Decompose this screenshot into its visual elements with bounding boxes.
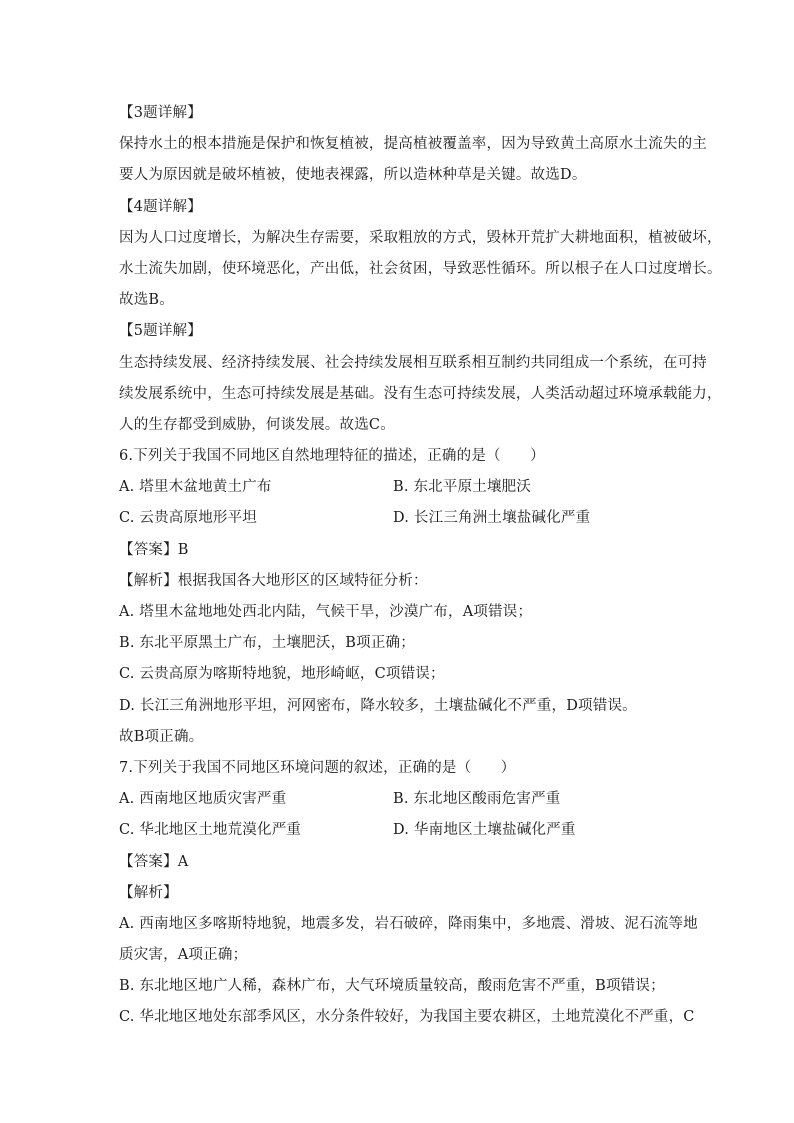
option-right: D. 长江三角洲土壤盐碱化严重 <box>393 510 591 527</box>
text-line: 【4题详解】 <box>119 198 202 215</box>
text-line: 质灾害，A项正确； <box>119 947 248 964</box>
text-line: 【3题详解】 <box>119 105 202 121</box>
option-row <box>119 815 679 846</box>
option-right: B. 东北平原土壤肥沃 <box>393 479 532 496</box>
option-right: D. 华南地区土壤盐碱化严重 <box>393 822 576 839</box>
text-line: 因为人口过度增长，为解决生存需要，采取粗放的方式，毁林开荒扩大耕地面积，植被破坏， <box>119 229 722 246</box>
text-line: A. 塔里木盆地地处西北内陆，气候干旱，沙漠广布，A项错误； <box>119 604 533 620</box>
option-left: C. 云贵高原地形平坦 <box>119 510 257 527</box>
text-line: 续发展系统中，生态可持续发展是基础。没有生态可持续发展，人类活动超过环境承载能力， <box>119 385 722 402</box>
option-row <box>119 503 679 534</box>
text-line: 【答案】A <box>119 853 189 870</box>
text-line: 人的生存都受到威胁，何谈发展。故选C。 <box>119 416 395 433</box>
text-line: 故选B。 <box>119 292 174 309</box>
text-line: B. 东北平原黑土广布，土壤肥沃，B项正确； <box>119 635 415 652</box>
text-line: 6.下列关于我国不同地区自然地理特征的描述，正确的是（ ） <box>119 448 545 465</box>
text-line: 【答案】B <box>119 541 189 558</box>
text-line: B. 东北地区地广人稀，森林广布，大气环境质量较高，酸雨危害不严重，B项错误； <box>119 978 665 995</box>
text-line: 故B项正确。 <box>119 728 204 745</box>
option-left: A. 塔里木盆地黄土广布 <box>119 479 272 496</box>
option-row <box>119 784 679 815</box>
option-left: C. 华北地区土地荒漠化严重 <box>119 822 302 839</box>
text-line: 水土流失加剧，使环境恶化，产出低，社会贫困，导致恶性循环。所以根子在人口过度增长。 <box>119 260 722 277</box>
option-left: A. 西南地区地质灾害严重 <box>119 791 287 808</box>
document-body <box>119 98 722 1034</box>
text-line: 7.下列关于我国不同地区环境问题的叙述，正确的是（ ） <box>119 759 516 776</box>
option-right: B. 东北地区酸雨危害严重 <box>393 791 561 808</box>
text-line: 【解析】根据我国各大地形区的区域特征分析： <box>119 572 428 589</box>
text-line: 【5题详解】 <box>119 323 202 340</box>
text-line: D. 长江三角洲地形平坦，河网密布，降水较多，土壤盐碱化不严重，D项错误。 <box>119 697 637 714</box>
text-line: 要人为原因就是破坏植被，使地表裸露，所以造林种草是关键。故选D。 <box>119 167 587 184</box>
text-line: 保持水土的根本措施是保护和恢复植被，提高植被覆盖率，因为导致黄土高原水土流失的主 <box>119 136 707 153</box>
text-line: A. 西南地区多喀斯特地貌，地震多发，岩石破碎，降雨集中，多地震、滑坡、泥石流等地 <box>119 915 698 932</box>
text-line: C. 华北地区地处东部季风区，水分条件较好，为我国主要农耕区，土地荒漠化不严重，C <box>119 1009 695 1026</box>
text-line: C. 云贵高原为喀斯特地貌，地形崎岖，C项错误； <box>119 666 445 683</box>
option-row <box>119 472 679 503</box>
text-line: 生态持续发展、经济持续发展、社会持续发展相互联系相互制约共同组成一个系统，在可持 <box>119 354 707 371</box>
text-line: 【解析】 <box>119 884 178 901</box>
